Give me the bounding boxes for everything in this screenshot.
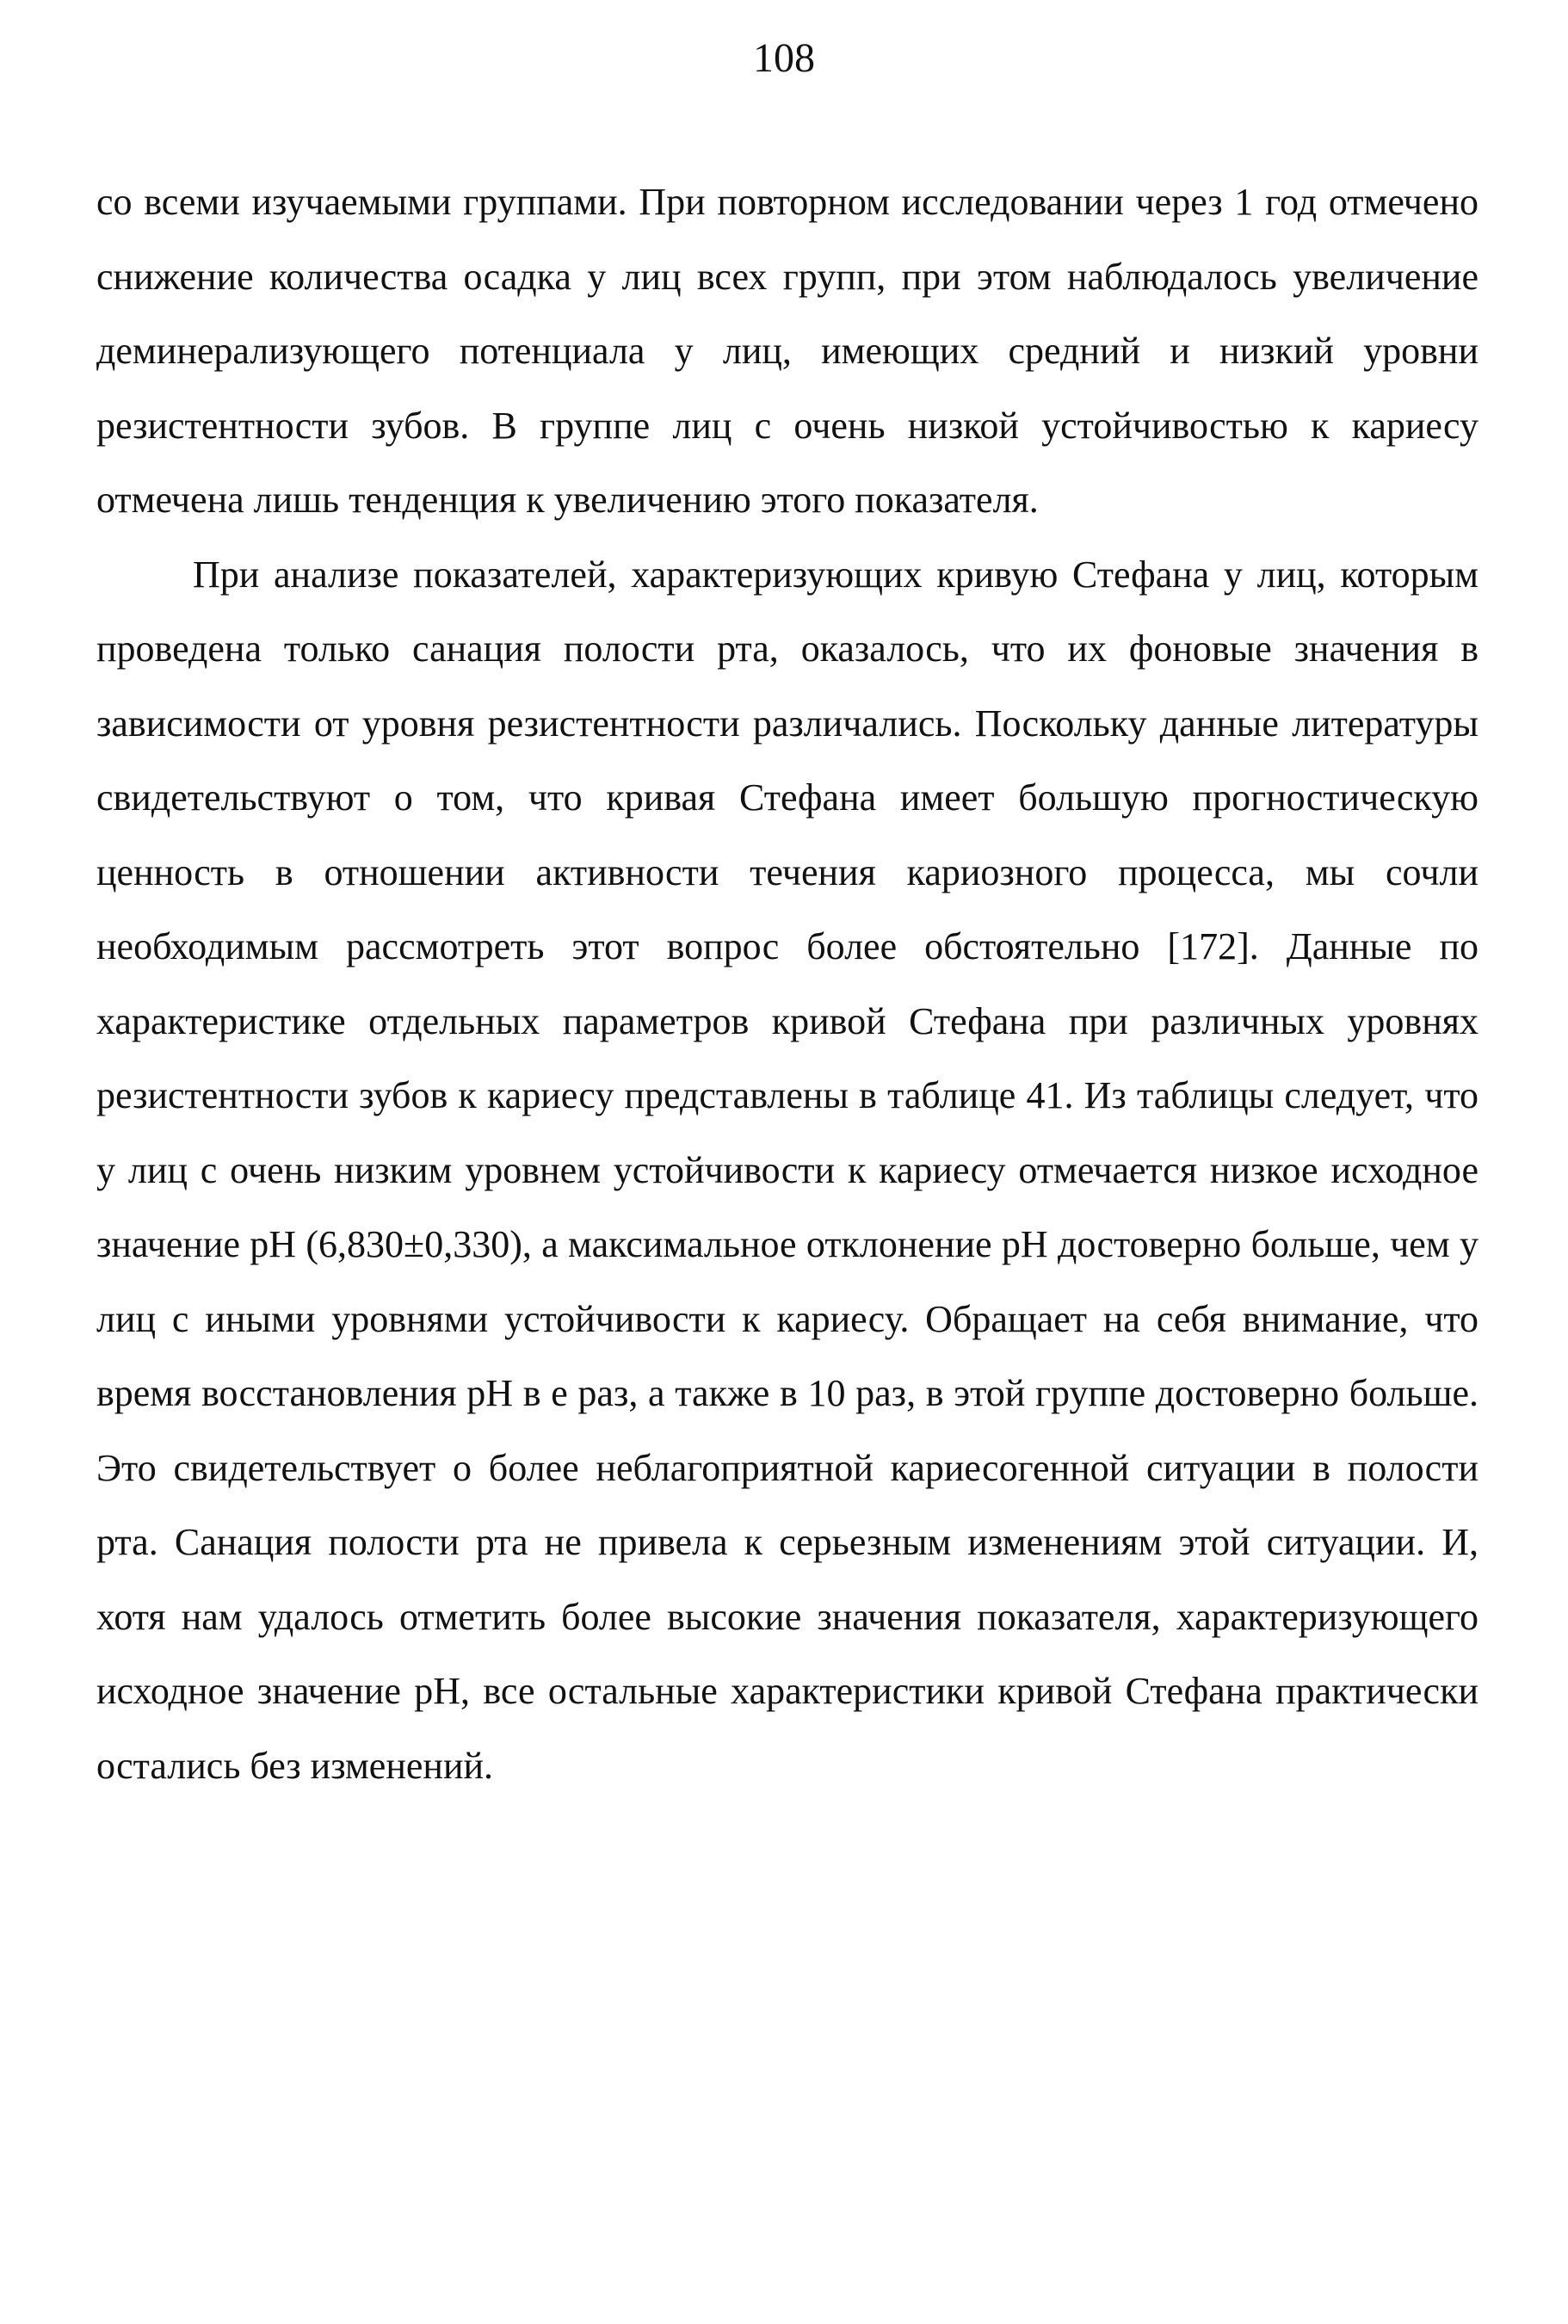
paragraph-stephan-curve: При анализе показателей, характеризующих кривую Стефана у лиц, которым проведена только санация полости рта, оказалось, что их фоновые значения в зависимости от уровня резистентности различались. Поскольку данные литературы свидетельствуют о том, что кривая Стефана имеет большую прогностическую ценность в отношении активности течения кариозного процесса, мы сочли необходимым рассмотреть этот вопрос более обстоятельно [172]. Данные по характеристике отдельных параметров кривой Стефана при различных уровнях резистентности зубов к кариесу представлены в таблице 41. Из таблицы следует, что у лиц с очень низким уровнем устойчивости к кариесу отмечается низкое исходное значение рН (6,830±0,330), а максимальное отклонение рН достоверно больше, чем у лиц с иными уровнями устойчивости к кариесу. Обращает на себя внимание, что время восстановления рН в е раз, а также в 10 раз, в этой группе достоверно больше. Это свидетельствует о более неблагоприятной кариесогенной ситуации в полости рта. Санация полости рта не привела к серьезным изменениям этой ситуации. И, хотя нам удалось отметить более высокие значения показателя, характеризующего исходное значение рН, все остальные характеристики кривой Стефана практически остались без изменений. xyxy=(96,553,1478,1787)
paragraph-continuation: со всеми изучаемыми группами. При повторном исследовании через 1 год отмечено снижение количества осадка у лиц всех групп, при этом наблюдалось увеличение деминерализующего потенциала у лиц, имеющих средний и низкий уровни резистентности зубов. В группе лиц с очень низкой устойчивостью к кариесу отмечена лишь тенденция к увеличению этого показателя. xyxy=(96,181,1478,521)
page-number: 108 xyxy=(753,35,815,81)
body-text xyxy=(96,165,1478,1803)
